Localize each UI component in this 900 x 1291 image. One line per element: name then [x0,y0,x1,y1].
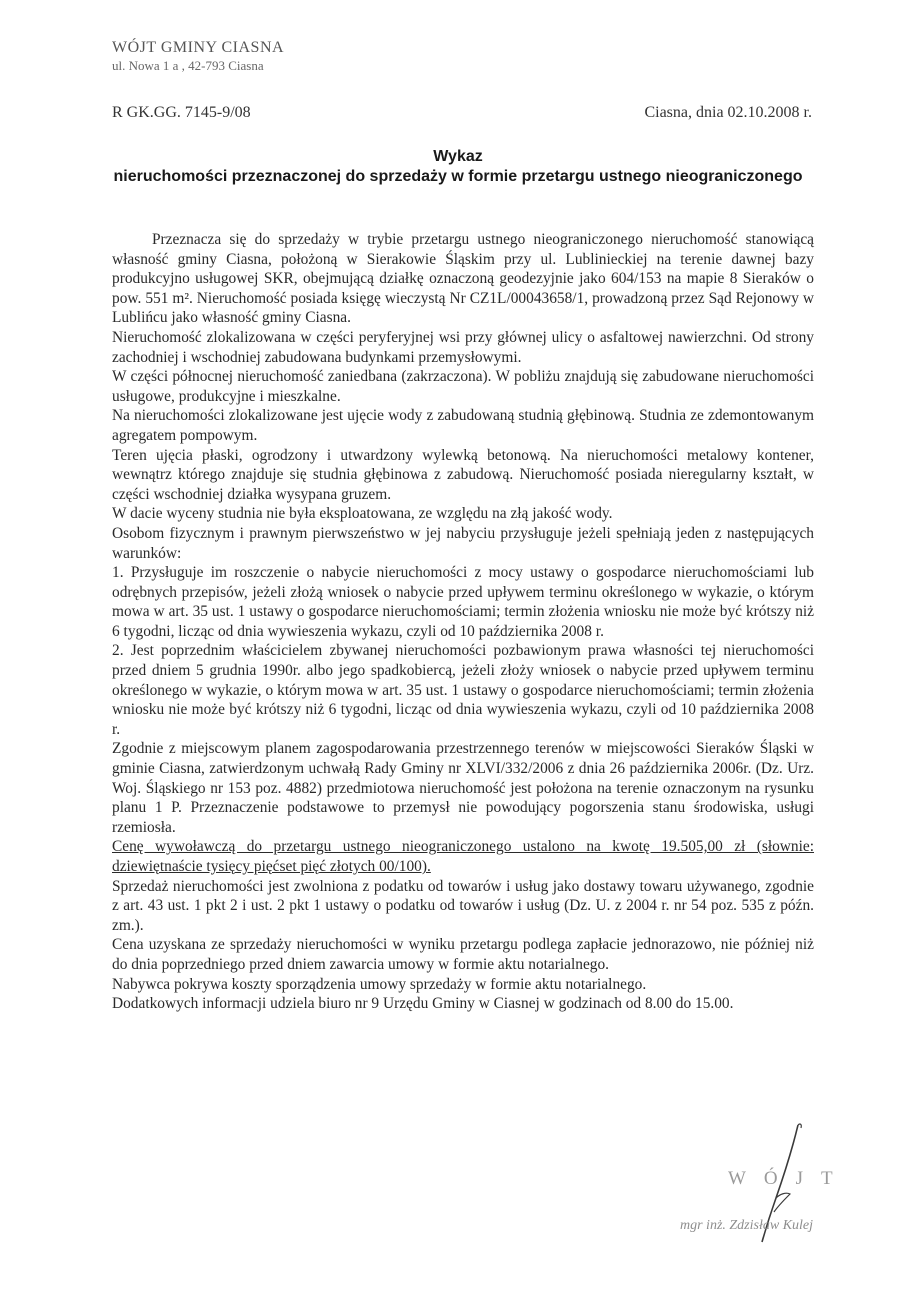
paragraph-price: Cenę wywoławczą do przetargu ustnego nieograniczonego ustalono na kwotę 19.505,00 zł (słownie: dziewiętnaście tysięcy pięćset pięć złotych 00/100). [112,838,814,875]
paragraph-condition-2: 2. Jest poprzednim właścicielem zbywanej nieruchomości pozbawionym prawa własności tej nieruchomości przed dniem 5 grudnia 1990r. albo jego spadkobiercą, jeżeli złoży wniosek o nabycie przed upływem terminu określonego w wykazie, o którym mowa w art. 35 ust. 1 ustawy o gospodarce nieruchomościami; termin złożenia wniosku nie może być krótszy niż 6 tygodni, licząc od dnia wywieszenia wykazu, czyli od 10 października 2008 r. [112,642,814,738]
stamp-title: WÓJT GMINY CIASNA [112,39,285,56]
office-stamp [112,38,284,74]
stamp-address: ul. Nowa 1 a , 42-793 Ciasna [112,58,264,73]
paragraph-valuation: W dacie wyceny studnia nie była eksploatowana, ze względu na złą jakość wody. [112,505,613,523]
document-subtitle: nieruchomości przeznaczonej do sprzedaży w formie przetargu ustnego nieograniczonego [113,168,803,185]
paragraph-payment: Cena uzyskana ze sprzedaży nieruchomości w wyniku przetargu podlega zapłacie jednorazowo, nie później niż do dnia poprzedniego przed dniem zawarcia umowy w formie aktu notarialnego. [112,936,814,973]
signature-block [680,1120,890,1250]
paragraph-priority: Osobom fizycznym i prawnym pierwszeństwo w jej nabyciu przysługuje jeżeli spełniają jeden z następujących warunków: [112,524,814,562]
paragraph-info: Dodatkowych informacji udziela biuro nr 9 Urzędu Gminy w Ciasnej w godzinach od 8.00 do 15.00. [112,995,734,1013]
wojt-stamp-label: WÓJT [728,1168,851,1189]
document-title: Wykaz [433,148,483,165]
paragraph-intro: Przeznacza się do sprzedaży w trybie przetargu ustnego nieograniczonego nieruchomość stanowiącą własność gminy Ciasna, położoną w Sierakowie Śląskim przy ul. Lublinieckiej na terenie dawnej bazy produkcyjno usługowej SKR, obejmującą działkę oznaczoną geodezyjnie jako 604/153 na mapie 8 Sieraków o pow. 551 m². Nieruchomość posiada księgę wieczystą Nr CZ1L/00043658/1, prowadzoną przez Sąd Rejonowy w Lublińcu jako własność gminy Ciasna. [112,231,814,327]
paragraph-location: Nieruchomość zlokalizowana w części peryferyjnej wsi przy głównej ulicy o asfaltowej nawierzchni. Od strony zachodniej i wschodniej zabudowana budynkami przemysłowymi. [112,328,814,366]
document-body [112,230,814,1014]
paragraph-north: W części północnej nieruchomość zaniedbana (zakrzaczona). W pobliżu znajdują się zabudowane nieruchomości usługowe, produkcyjne i mieszkalne. [112,368,814,405]
paragraph-water: Na nieruchomości zlokalizowane jest ujęcie wody z zabudowaną studnią głębinową. Studnia ze zdemontowanym agregatem pompowym. [112,407,814,444]
paragraph-terrain: Teren ujęcia płaski, ogrodzony i utwardzony wylewką betonową. Na nieruchomości metalowy kontener, wewnątrz którego znajduje się studnia głębinowa z zabudową. Nieruchomość posiada nieregularny kształt, w części wschodniej działka wysypana gruzem. [112,446,814,503]
document-date: Ciasna, dnia 02.10.2008 r. [644,104,812,121]
signatory-name: mgr inż. Zdzisław Kulej [680,1218,814,1233]
paragraph-condition-1: 1. Przysługuje im roszczenie o nabycie nieruchomości z mocy ustawy o gospodarce nieruchomościami lub odrębnych przepisów, jeżeli złożą wniosek o nabycie przed upływem terminu określonego w wykazie, o którym mowa w art. 35 ust. 1 ustawy o gospodarce nieruchomościami; termin złożenia wniosku nie może być krótszy niż 6 tygodni, licząc od dnia wywieszenia wykazu, czyli od 10 października 2008 r. [112,564,814,640]
paragraph-zoning: Zgodnie z miejscowym planem zagospodarowania przestrzennego terenów w miejscowości Sieraków Śląski w gminie Ciasna, zatwierdzonym uchwałą Rady Gminy nr XLVI/332/2006 z dnia 26 października 2006r. (Dz. Urz. Woj. Śląskiego nr 153 poz. 4882) przedmiotowa nieruchomość jest położona na terenie oznaczonym na rysunku planu 1 P. Przeznaczenie podstawowe to przemysł nie powodujący pogorszenia stanu środowiska, usługi rzemiosła. [112,740,814,836]
reference-number: R GK.GG. 7145-9/08 [112,104,251,121]
paragraph-tax: Sprzedaż nieruchomości jest zwolniona z podatku od towarów i usług jako dostawy towaru używanego, zgodnie z art. 43 ust. 1 pkt 2 i ust. 2 pkt 1 ustawy o podatku od towarów i usług (Dz. U. z 2004 r. nr 54 poz. 535 z późn. zm.). [112,877,814,934]
paragraph-costs: Nabywca pokrywa koszty sporządzenia umowy sprzedaży w formie aktu notarialnego. [112,975,647,993]
